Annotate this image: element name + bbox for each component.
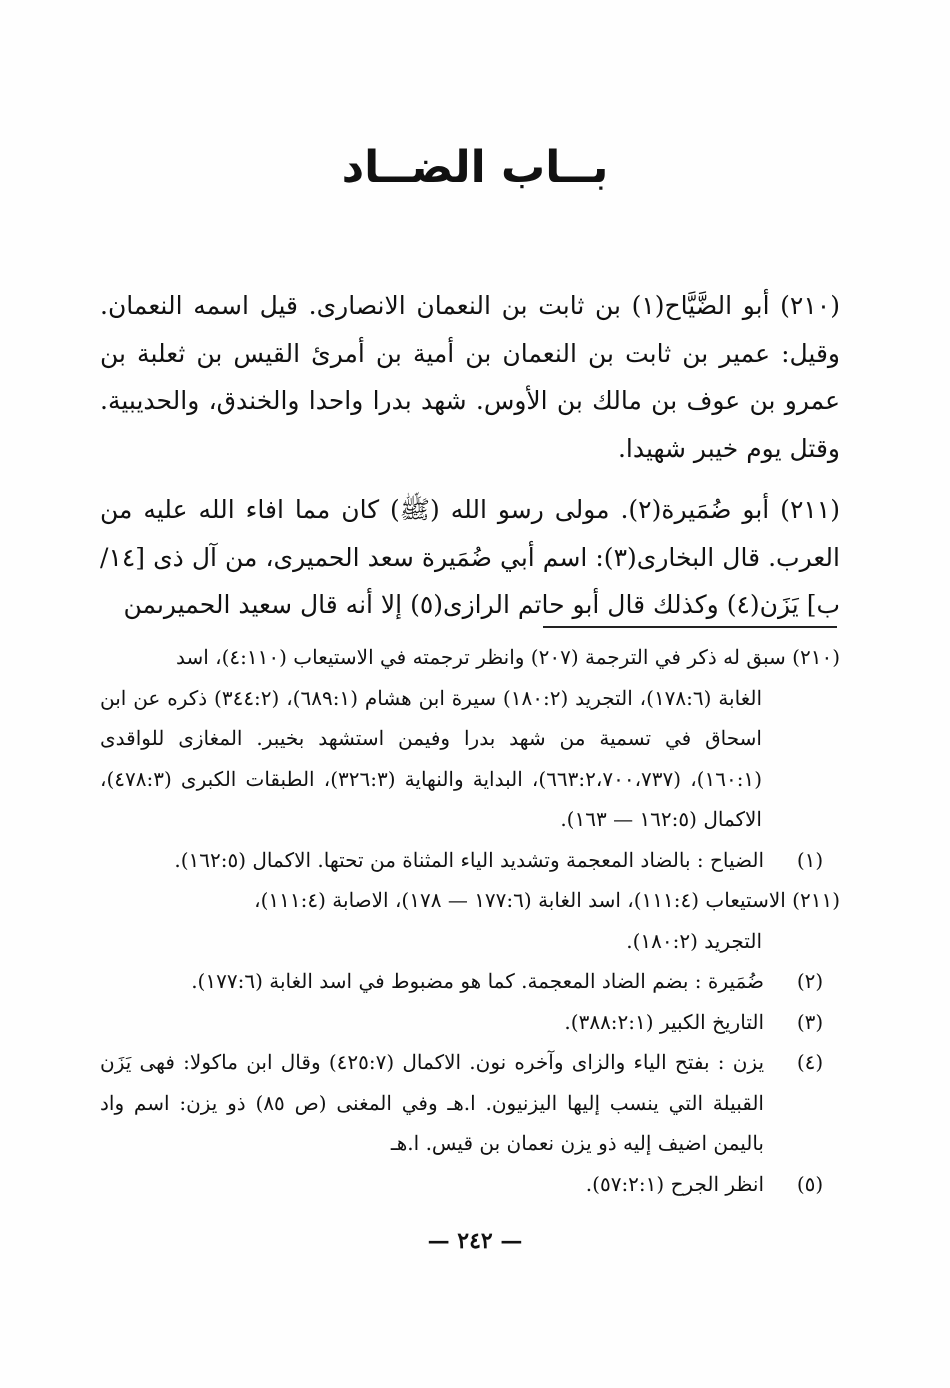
footnote-marker: (٤) [796, 1050, 824, 1074]
main-text [100, 282, 840, 629]
footnote-divider [543, 626, 837, 628]
footnote-marker: (٣) [796, 1009, 824, 1034]
footnote-2 [100, 961, 840, 1002]
footnote-4 [100, 1042, 840, 1164]
footnote-text: الضياح : بالضاد المعجمة وتشديد الياء المثناة من تحتها. الاكمال (١٦٢:٥). [174, 847, 764, 872]
footnote-marker: (٥) [796, 1171, 824, 1196]
footnote-text [100, 880, 840, 961]
entry-211: (٢١١) أبو ضُمَيرة(٢). مولى رسو الله (ﷺ) كان مما افاء الله عليه من العرب. قال البخارى(٣): اسم أبي ضُمَيرة سعد الحميرى، من آل ذى [١٤/ب] يَزَن(٤) وكذلك قال أبو حاتم الرازى(٥) إلا أنه قال سعيد الحميرىمن [100, 495, 840, 619]
footnote-text: ضُمَيرة : بضم الضاد المعجمة. كما هو مضبوط في اسد الغابة (١٧٧:٦). [191, 969, 764, 993]
footnote-continuation: التجريد (١٨٠:٢). [626, 928, 762, 953]
footnote-210 [100, 637, 840, 840]
entry-210: (٢١٠) أبو الضَّيَّاح(١) بن ثابت بن النعمان الانصارى. قيل اسمه النعمان. وقيل: عمير بن ثابت بن النعمان بن أمية بن أمرئ القيس بن ثعلبة بن عمرو بن عوف بن مالك بن الأوس. شهد بدرا واحدا والخندق، والحديبية. وقتل يوم خيبر شهيدا. [100, 291, 840, 463]
footnote-text [100, 637, 840, 840]
footnote-text: يزن : بفتح الياء والزاى وآخره نون. الاكمال (٤٢٥:٧) وقال ابن ماكولا: فهى يَزَن القبيلة التي ينسب إليها اليزنيون. ا.هـ وفي المغنى (ص ٨٥) ذو يزن: اسم واد باليمن اضيف إليه ذو يزن نعمان بن قيس. ا.هـ [100, 1050, 765, 1155]
footnote-lead: (٢١٠) سبق له ذكر في الترجمة (٢٠٧) وانظر ترجمته في الاستيعاب (٤:١١٠)، اسد [175, 645, 840, 669]
footnote-marker: (١) [796, 847, 824, 872]
footnote-text: التاريخ الكبير (٣٨٨:٢:١). [564, 1009, 764, 1034]
footnote-text: انظر الجرح (٥٧:٢:١). [585, 1171, 764, 1196]
footnote-lead: (٢١١) الاستيعاب (١١١:٤)، اسد الغابة (١٧٧:٦ — ١٧٨)، الاصابة (١١١:٤)، [254, 888, 840, 912]
footnote-5 [100, 1164, 840, 1205]
footnote-1 [100, 840, 840, 881]
page-number: — ٢٤٢ — [427, 1228, 523, 1254]
footnote-marker: (٢) [796, 969, 824, 993]
footnote-211 [100, 880, 840, 961]
chapter-title: بــاب الضــاد [341, 142, 609, 193]
footnotes [100, 637, 840, 1204]
footnote-3 [100, 1002, 840, 1043]
footnote-continuation: الغابة (١٧٨:٦)، التجريد (١٨٠:٢) سيرة ابن هشام (٦٨٩:١)، (٣٤٤:٢) ذكره عن ابن اسحاق في تسمية من شهد بدرا وفيمن استشهد بخيبر. المغازى للواقدى (١٦٠:١)، (٦٦٣:٢،٧٠٠،٧٣٧)، البداية والنهاية (٣٢٦:٣)، الطبقات الكبرى (٤٧٨:٣)، الاكمال (١٦٢:٥ — ١٦٣). [100, 685, 762, 831]
